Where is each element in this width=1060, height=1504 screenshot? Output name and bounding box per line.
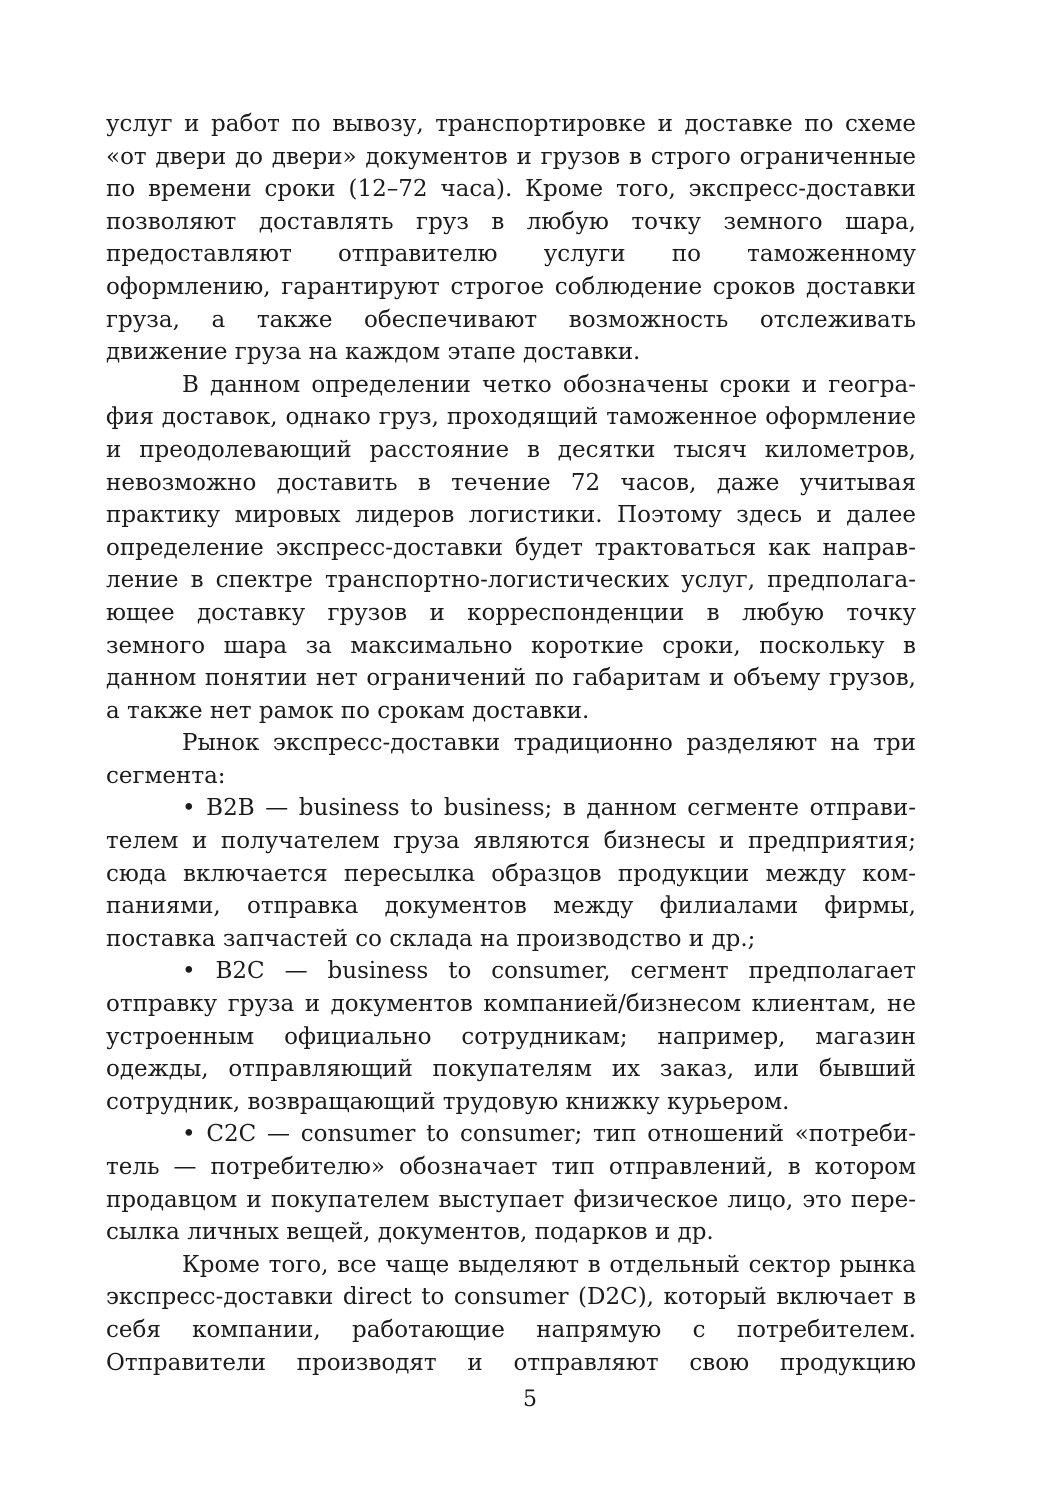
list-item-b2c: • B2C — business to consumer, сегмент предполагает отправку груза и документов компанией/бизнесом клиентам, не устроенным официально сотрудникам; например, магазин одежды, отправляющий покупателям их заказ, или бывший сотрудник, возвращающий трудовую книжку курьером. [106, 958, 916, 1115]
paragraph-definition-critique: В данном определении четко обозначены сроки и география доставок, однако груз, проходящий таможенное оформление и преодолевающий расстояние в десятки тысяч километров, невозможно доставить в течение 72 часов, даже учитывая практику мировых лидеров логистики. Поэтому здесь и далее определение экспресс-доставки будет трактоваться как направление в спектре транспортно-логистических услуг, предполагающее доставку грузов и корреспонденции в любую точку земного шара за максимально короткие сроки, поскольку в данном понятии нет ограничений по габаритам и объему грузов, а также нет рамок по срокам доставки. [106, 371, 916, 724]
list-item-c2c: • C2C — consumer to consumer; тип отношений «потребитель — потребителю» обозначает тип отправлений, в котором продавцом и покупателем выступает физическое лицо, это пересылка личных вещей, документов, подарков и др. [106, 1121, 916, 1246]
paragraph-d2c: Кроме того, все чаще выделяют в отдельный сектор рынка экспресс-доставки direct to consumer (D2C), который включает в себя компании, работающие напрямую с потребителем. Отправители производят и отправляют свою продукцию [106, 1251, 916, 1376]
paragraph-continuation: услуг и работ по вывозу, транспортировке и доставке по схеме «от двери до двери» документов и грузов в строго ограниченные по времени сроки (12–72 часа). Кроме того, экспресс-доставки позволяют доставлять груз в любую точку земного шара, предоставляют отправителю услуги по таможенному оформлению, гарантируют строгое соблюдение сроков доставки груза, а также обеспечивают возможность отслеживать движение груза на каждом этапе доставки. [106, 111, 916, 366]
page-number: 5 [523, 1387, 537, 1412]
list-item-b2b: • B2B — business to business; в данном сегменте отправителем и получателем груза являются бизнесы и предприятия; сюда включается пересылка образцов продукции между компаниями, отправка документов между филиалами фирмы, поставка запчастей со склада на производство и др.; [106, 795, 916, 952]
paragraph-market-segments-intro: Рынок экспресс-доставки традиционно разделяют на три сегмента: [106, 730, 916, 789]
body-text [106, 108, 916, 1379]
